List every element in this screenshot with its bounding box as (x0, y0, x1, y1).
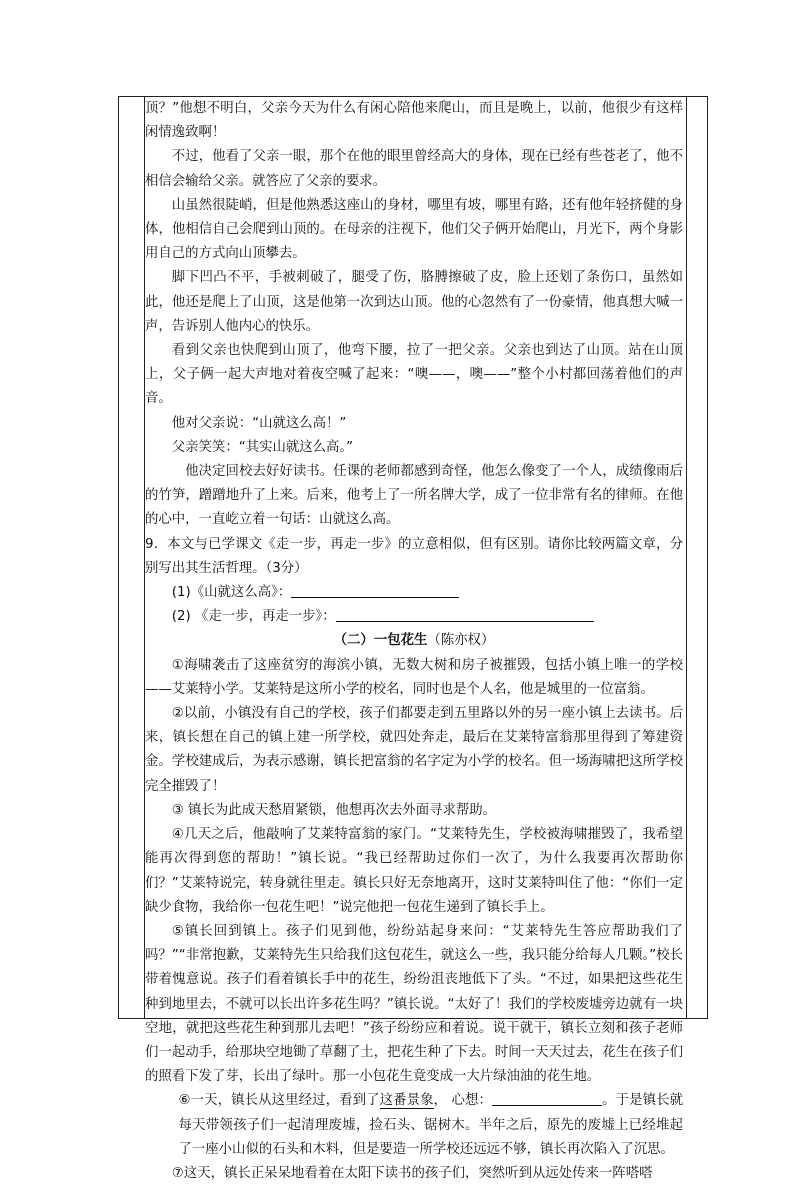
story2-title: （二）一包花生 (333, 633, 428, 649)
story1-paragraph: 他决定回校去好好读书。任课的老师都感到奇怪，他怎么像变了一个人，成绩像雨后的竹笋，蹭蹭地升了上来。后来，他考上了一所名牌大学，成了一位非常有名的律师。在他的心中，一直屹立着一句话：山就这么高。 (145, 464, 683, 528)
story1-paragraph: 脚下凹凸不平，手被刺破了，腿受了伤，胳膊擦破了皮，脸上还划了条伤口，虽然如此，他还是爬上了山顶，这是他第一次到达山顶。他的心忽然有了一份豪情，他真想大喊一声，告诉别人他内心的快乐。 (145, 270, 683, 334)
story2-paragraph-5: ⑤镇长回到镇上。孩子们见到他，纷纷站起身来问：“艾莱特先生答应帮助我们了吗？”“非常抱歉，艾莱特先生只给我们这包花生，就这么一些，我只能分给每人几颗。”校长带着愧意说。孩子们看着镇长手中的花生，纷纷沮丧地低下了头。“不过，如果把这些花生种到地里去，不就可以长出许多花生吗？”镇长说。“太好了！我们的学校废墟旁边就有一块空地，就把这些花生种到那儿去吧！”孩子纷纷应和着说。说干就干，镇长立刻和孩子老师们一起动手，给那块空地锄了草翻了土，把花生种了下去。时间一天天过去，花生在孩子们的照看下发了芽，长出了绿叶。那一小包花生竟变成一大片绿油油的花生地。 (145, 923, 683, 1085)
story2-paragraph-2: ②以前，小镇没有自己的学校，孩子们都要走到五里路以外的另一座小镇上去读书。后来，镇长想在自己的镇上建一所学校，就四处奔走，最后在艾莱特富翁那里得到了筹建资金。学校建成后，为表示感谢，镇长把富翁的名字定为小学的校名。但一场海啸把这所学校完全摧毁了！ (145, 706, 683, 794)
p6-text-before: ⑥一天，镇长从这里经过，看到了 (178, 1093, 380, 1109)
question-9-item-1-label: (1)《山就这么高》： (171, 585, 292, 601)
story2-paragraph-4: ④几天之后，他敲响了艾莱特富翁的家门。“艾莱特先生，学校被海啸摧毁了，我希望能再次得到您的帮助！”镇长说。“我已经帮助过你们一次了，为什么我要再次帮助你们？”艾莱特说完，转身就往里走。镇长只好无奈地离开，这时艾莱特叫住了他：“你们一定缺少食物，我给你一包花生吧！”说完他把一包花生递到了镇长手上。 (145, 827, 683, 915)
story1-paragraph: 看到父亲也快爬到山顶了，他弯下腰，拉了一把父亲。父亲也到达了山顶。站在山顶上，父子俩一起大声地对着夜空喊了起来：“噢——，噢——”整个小村都回荡着他们的声音。 (145, 343, 683, 407)
p6-text-after: 。于是镇长就每天带领孩子们一起清理废墟，捡石头、锯树木。半年之后，原先的废墟上已经堆起了一座小山似的石头和木料，但是要造一所学校还远远不够，镇长再次陷入了沉思。 (178, 1093, 683, 1157)
story1-paragraph: 父亲笑笑：“其实山就这么高。” (171, 439, 354, 455)
answer-blank-2[interactable] (336, 607, 594, 622)
question-9-item-1 (145, 581, 683, 605)
story2-paragraph-1: ①海啸袭击了这座贫穷的海滨小镇，无数大树和房子被摧毁，包括小镇上唯一的学校——艾莱特小学。艾莱特是这所小学的校名，同时也是个人名，他是城里的一位富翁。 (145, 657, 683, 697)
story2-paragraph-3: ③ 镇长为此成天愁眉紧锁，他想再次去外面寻求帮助。 (171, 802, 497, 818)
story1-paragraph: 不过，他看了父亲一眼，那个在他的眼里曾经高大的身体，现在已经有些苍老了，他不相信会输给父亲。就答应了父亲的要求。 (145, 149, 683, 189)
answer-blank-1[interactable] (291, 583, 459, 598)
question-9-stem: 9．本文与已学课文《走一步，再走一步》的立意相似，但有区别。请你比较两篇文章，分别写出其生活哲理。（3分） (145, 536, 683, 576)
p6-text-mid: ， 心想： (433, 1093, 492, 1109)
story2-paragraph-6 (145, 1089, 683, 1162)
story2-author: （陈亦权） (427, 633, 495, 649)
document-content (145, 97, 683, 1186)
question-9-item-2-label: (2) 《走一步，再走一步》： (171, 609, 336, 625)
story1-paragraph: 他对父亲说：“山就这么高！” (171, 415, 347, 431)
story1-paragraph: 山虽然很陡峭，但是他熟悉这座山的身材，哪里有坡，哪里有路，还有他年轻挤健的身体，他相信自己会爬到山顶的。在母亲的注视下，他们父子俩开始爬山，月光下，两个身影用自己的方式向山顶攀去。 (145, 197, 683, 262)
story2-title-line (145, 629, 683, 653)
question-9-item-2 (145, 605, 683, 629)
story2-paragraph-7: ⑦这天，镇长正呆呆地看着在太阳下读书的孩子们，突然听到从远处传来一阵嗒嗒 (171, 1165, 653, 1181)
table-right-divider (686, 97, 687, 1018)
p6-underlined-phrase: 这番景象 (379, 1093, 434, 1109)
story1-paragraph: 顶？”他想不明白，父亲今天为什么有闲心陪他来爬山，而且是晚上，以前，他很少有这样闲情逸致啊！ (145, 101, 683, 141)
answer-blank-3[interactable] (492, 1091, 602, 1106)
